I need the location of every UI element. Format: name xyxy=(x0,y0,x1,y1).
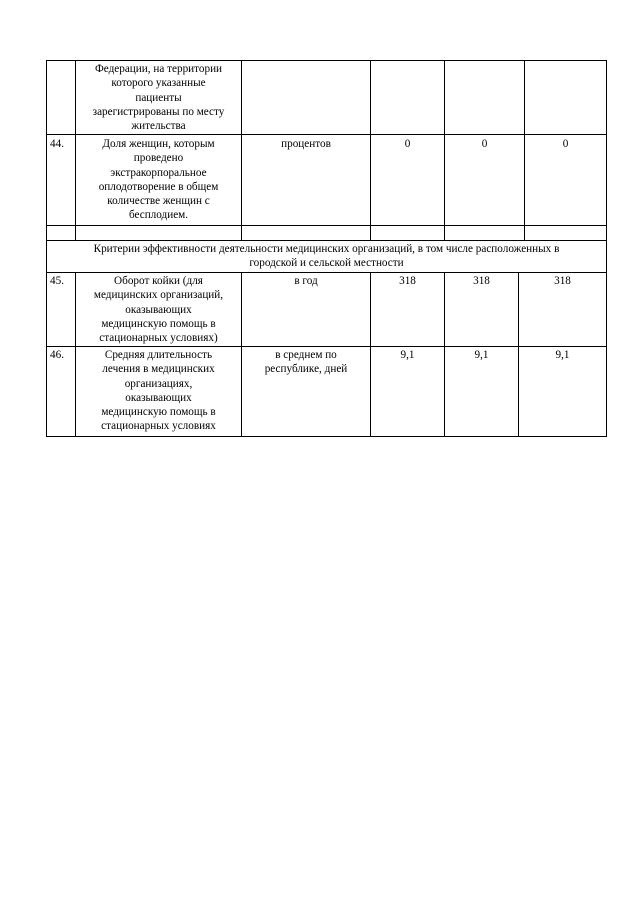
row-divider xyxy=(46,346,607,347)
row-divider xyxy=(46,134,607,135)
row-number: 45. xyxy=(50,275,64,287)
row-number: 44. xyxy=(50,138,64,150)
value-cell: 0 xyxy=(404,138,411,150)
section-header: Критерии эффективности деятельности медицинских организаций, в том числе расположенных в городской и сельской местности xyxy=(93,243,560,270)
row-divider xyxy=(46,272,607,273)
indicator-text: Средняя длительность лечения в медицинских организациях, оказывающих медицинскую помощь в стационарных условиях xyxy=(101,349,216,433)
table-border-top xyxy=(46,60,607,61)
indicator-text: Федерации, на территории которого указанные пациенты зарегистрированы по месту жительства xyxy=(92,63,225,133)
table-border-bottom xyxy=(46,436,607,437)
value-cell: 0 xyxy=(481,138,488,150)
unit-text: в среднем по республике, дней xyxy=(264,349,348,376)
row-divider xyxy=(46,240,607,241)
value-cell: 9,1 xyxy=(474,349,489,361)
indicator-text: Оборот койки (для медицинских организаций, оказывающих медицинскую помощь в стационарных условиях) xyxy=(93,275,224,345)
value-cell: 318 xyxy=(554,275,571,287)
row-number: 46. xyxy=(50,349,64,361)
value-cell: 9,1 xyxy=(400,349,415,361)
value-cell: 0 xyxy=(562,138,569,150)
row-divider xyxy=(46,225,607,226)
table-border-right xyxy=(606,60,607,437)
value-cell: 318 xyxy=(473,275,490,287)
value-cell: 9,1 xyxy=(555,349,570,361)
value-cell: 318 xyxy=(399,275,416,287)
unit-text: в год xyxy=(294,275,318,287)
indicator-text: Доля женщин, которым проведено экстракорпоральное оплодотворение в общем количестве женщин с бесплодием. xyxy=(98,138,219,222)
unit-text: процентов xyxy=(281,138,331,150)
